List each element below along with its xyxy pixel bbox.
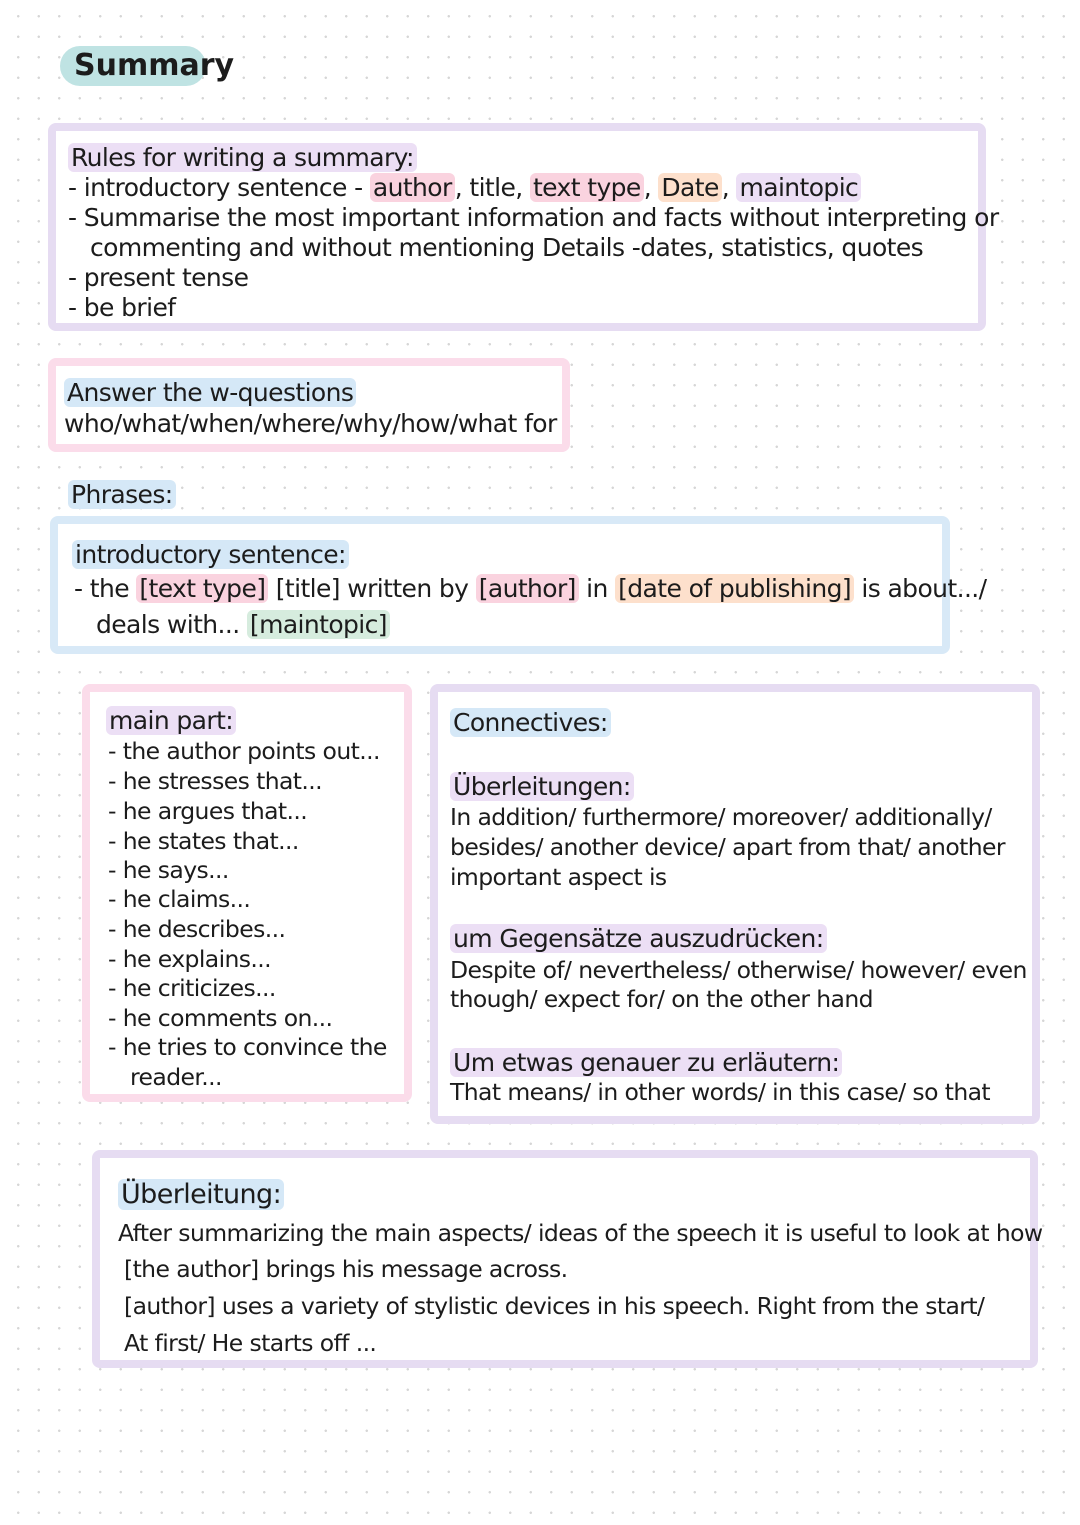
intro-line-2: deals with... [maintopic] [96, 610, 390, 640]
main-part-item: - he states that... [108, 827, 299, 855]
clarify-line: That means/ in other words/ in this case/ so that [450, 1078, 991, 1106]
rules-heading: Rules for writing a summary: [68, 143, 417, 173]
rules-line-4: - present tense [68, 263, 249, 292]
transition-line: [author] uses a variety of stylistic devices in his speech. Right from the start/ [124, 1292, 985, 1320]
main-part-item: - he claims... [108, 885, 251, 913]
main-part-item: - he argues that... [108, 797, 308, 825]
main-part-item: - he says... [108, 856, 229, 884]
rules-box [48, 123, 999, 331]
main-part-item: reader... [130, 1063, 222, 1091]
rules-line-1: - introductory sentence - author , title, text type , Date , maintopic [68, 173, 861, 203]
main-part-item: - he explains... [108, 945, 272, 973]
phrases-heading: Phrases: [68, 480, 176, 510]
main-part-heading: main part: [106, 706, 236, 736]
main-part-item: - he stresses that... [108, 767, 323, 795]
main-part-box [82, 684, 412, 1102]
intro-heading: introductory sentence: [72, 540, 349, 570]
page-title: Summary [60, 46, 206, 86]
transitions-line: important aspect is [450, 863, 667, 891]
contrast-line: Despite of/ nevertheless/ otherwise/ however/ even [450, 956, 1027, 984]
main-part-item: - he describes... [108, 915, 286, 943]
main-part-item: - he tries to convince the [108, 1033, 387, 1061]
transitions-heading: Überleitungen: [450, 772, 634, 802]
contrast-line: though/ expect for/ on the other hand [450, 985, 873, 1013]
transition-line: At first/ He starts off ... [124, 1329, 377, 1357]
wquestions-line: who/what/when/where/why/how/what for [64, 409, 557, 438]
contrast-heading: um Gegensätze auszudrücken: [450, 924, 827, 954]
intro-line-1: - the [text type] [title] written by [author] in [date of publishing] is about.../ [74, 574, 987, 603]
connectives-box [430, 684, 1040, 1124]
rules-line-3: commenting and without mentioning Details -dates, statistics, quotes [90, 233, 924, 262]
main-part-item: - he comments on... [108, 1004, 333, 1032]
rules-line-5: - be brief [68, 293, 176, 322]
intro-sentence-box [50, 516, 987, 654]
wquestions-heading: Answer the w-questions [64, 378, 356, 408]
transition-line: [the author] brings his message across. [124, 1255, 568, 1283]
transition-line: After summarizing the main aspects/ ideas of the speech it is useful to look at how [118, 1219, 1043, 1247]
clarify-heading: Um etwas genauer zu erläutern: [450, 1048, 842, 1078]
main-part-item: - he criticizes... [108, 974, 276, 1002]
transition-heading: Überleitung: [118, 1180, 284, 1210]
main-part-item: - the author points out... [108, 737, 380, 765]
transition-box [92, 1150, 1043, 1368]
wquestions-box [48, 358, 570, 452]
transitions-line: In addition/ furthermore/ moreover/ additionally/ [450, 803, 992, 831]
connectives-heading: Connectives: [450, 708, 611, 738]
transitions-line: besides/ another device/ apart from that/ another [450, 833, 1005, 861]
rules-line-2: - Summarise the most important information and facts without interpreting or [68, 203, 999, 232]
